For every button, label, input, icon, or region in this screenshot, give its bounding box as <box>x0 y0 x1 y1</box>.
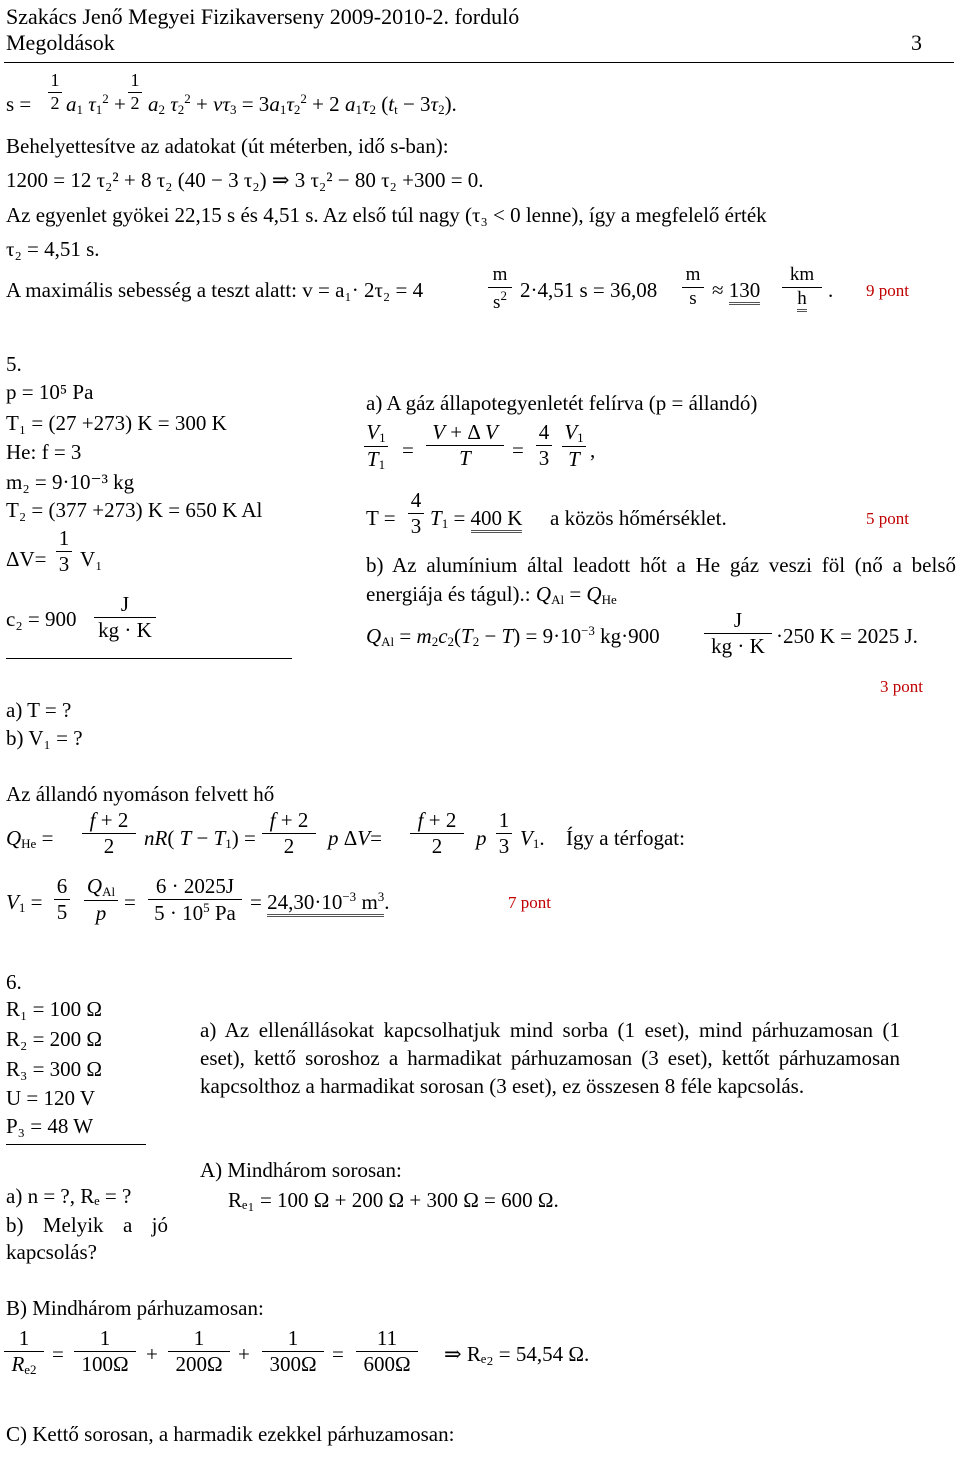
question-a: a) T = ? <box>6 698 72 722</box>
answer-b-end: ·250 K = 2025 J. <box>776 624 918 648</box>
frac-half-2: $\frac{1}{2}$ <box>128 70 142 114</box>
case-c-title: C) Kettő sorosan, a harmadik ezekkel párhuzamosan: <box>6 1422 455 1446</box>
period: . <box>828 278 834 302</box>
frac-km-h: $\frac{km}{h}$ <box>782 264 822 311</box>
frac-4-3: $\frac{4}{3}$ <box>536 420 552 471</box>
answer-b-text: b) Az alumínium által leadott hőt a He gáz veszi föl (nő a belső energiája és tágul).: $Q_{Al} = Q_{He}$ <box>366 553 956 608</box>
heat-mid3: p <box>476 826 487 850</box>
given-u: U = 120 V <box>6 1086 96 1110</box>
problem-5-number: 5. <box>6 352 22 376</box>
answer-6a: a) Az ellenállásokat kapcsolhatjuk mind sorba (1 eset), mind párhuzamosan (1 eset), kettő soroshoz a harmadikat párhuzamosan (3 eset), kettőt párhuzamosan kapcsolthoz a harmadikat sorosan (3 eset), ez összesen 8 féle kapcsolás. <box>200 1018 900 1098</box>
answer-t-value: $T_1 = 400$ K <box>430 506 523 531</box>
givens-rule-6 <box>6 1144 146 1145</box>
question-6b: b) Melyik a jó kapcsolás? <box>6 1213 168 1265</box>
points-3: 3 pont <box>880 677 923 696</box>
eq-s-term2: $a_2$ $\tau_2^2 + v\tau_3 = 3a_1\tau_2^2 + 2$ $a_1\tau_2$ $(t_t - 3\tau_2)$. <box>148 91 457 117</box>
page-number: 3 <box>911 30 922 55</box>
frac-third: $\frac{1}{3}$ <box>56 526 72 577</box>
answer-t-lhs: T = <box>366 506 396 530</box>
heat-mid2: p ΔV= <box>328 826 382 850</box>
frac-1-re2: $\frac{1}{R_{e2}}$ <box>4 1326 44 1378</box>
eq-s-lhs: s = <box>6 92 32 116</box>
case-a-title: A) Mindhárom sorosan: <box>200 1158 402 1182</box>
frac-third-b: $\frac{1}{3}$ <box>496 808 512 859</box>
case-b-title: B) Mindhárom párhuzamosan: <box>6 1296 264 1320</box>
given-he: He: f = 3 <box>6 440 82 464</box>
frac-11-600: $\frac{11}{600\Omega}$ <box>356 1326 418 1377</box>
vmax-approx: ≈ 130 <box>712 278 760 302</box>
frac-f2-2-b: $\frac{f + 2}{2}$ <box>262 808 316 859</box>
frac-1-300: $\frac{1}{300\Omega}$ <box>262 1326 324 1377</box>
given-p3: P₃ = 48 W <box>6 1114 94 1138</box>
answer-t-common: a közös hőmérséklet. <box>550 506 727 530</box>
points-5: 5 pont <box>866 509 909 528</box>
plus-2: + <box>238 1342 250 1366</box>
question-b: b) V₁ = ? <box>6 726 83 750</box>
given-r3: R₃ = 300 Ω <box>6 1057 103 1081</box>
question-6a: a) n = ?, Rₑ = ? <box>6 1184 132 1208</box>
vmax-text: A maximális sebesség a teszt alatt: v = a₁· 2τ₂ = 4 <box>6 278 424 302</box>
given-t1: T₁ = (27 +273) K = 300 K <box>6 411 227 435</box>
givens-rule <box>6 658 292 659</box>
given-p: p = 10⁵ Pa <box>6 380 94 404</box>
heat-volume-text: Így a térfogat: <box>566 826 685 850</box>
frac-qal-p: $Q_{Al}$ p <box>84 874 118 926</box>
given-r2: R₂ = 200 Ω <box>6 1027 103 1051</box>
points-7: 7 pont <box>508 893 551 912</box>
substitution-text: Behelyettesítve az adatokat (út méterben, idő s-ban): <box>6 134 449 158</box>
roots-text: Az egyenlet gyökei 22,15 s és 4,51 s. Az első túl nagy (τ₃ < 0 lenne), így a megfelelő érték <box>6 203 767 227</box>
given-r1: R₁ = 100 Ω <box>6 997 103 1021</box>
frac-v-dv-t: $\frac{\text{V + Δ V}}{T}$ <box>426 420 504 471</box>
given-dv: ΔV= <box>6 547 47 571</box>
tau-value: τ₂ = 4,51 s. <box>6 237 100 261</box>
eq-b-1: = <box>52 1342 64 1366</box>
given-t2: T₂ = (377 +273) K = 650 K Al <box>6 498 263 522</box>
frac-f2-2-c: $\frac{f + 2}{2}$ <box>410 808 464 859</box>
frac-half-1: $\frac{1}{2}$ <box>48 70 62 114</box>
points-9: 9 pont <box>866 281 909 300</box>
frac-1-100: $\frac{1}{100\Omega}$ <box>74 1326 136 1377</box>
v1-result: = $24,30\cdot 10^{-3}$ $m^3$. <box>250 890 390 914</box>
frac-j-kgk-b: $\frac{J}{kg \cdot K}$ <box>704 608 772 659</box>
frac-v1-t: $\frac{V_1}{T}$ <box>562 420 586 472</box>
frac-numeric-v1: $\frac{6 \cdot 2025J}{5 \cdot 10^5 Pa}$ <box>148 874 242 926</box>
frac-f2-2-a: $\frac{f + 2}{2}$ <box>82 808 136 859</box>
heat-intro: Az állandó nyomáson felvett hő <box>6 782 275 806</box>
heat-mid1: nR( $T - T_1$) = <box>144 826 256 851</box>
plus-1: + <box>146 1342 158 1366</box>
frac-4-3-b: $\frac{4}{3}$ <box>408 488 424 539</box>
eq-sign-2: = <box>512 438 524 462</box>
answer-b-equation: $Q_{Al} = m_2c_2(T_2 - T) = 9\cdot 10^{-3}$ kg·900 <box>366 623 660 649</box>
document-subtitle: Megoldások <box>6 30 115 55</box>
frac-6-5: $\frac{6}{5}$ <box>54 874 70 925</box>
given-c2: c₂ = 900 <box>6 607 77 631</box>
frac-j-kgk: $\frac{J}{kg \cdot K}$ <box>94 592 156 643</box>
case-b-result: ⇒ Rₑ₂ = 54,54 Ω. <box>444 1342 590 1366</box>
heat-q-he: $Q_{He}$ = <box>6 826 54 851</box>
vmax-mid: 2·4,51 s = 36,08 <box>520 278 658 302</box>
frac-v1-t1: $\frac{V_1}{T_1}$ <box>364 420 388 472</box>
answer-a-text: a) A gáz állapotegyenletét felírva (p = állandó) <box>366 391 758 415</box>
eq-b-2: = <box>332 1342 344 1366</box>
numeric-equation: 1200 = 12 τ₂² + 8 τ₂ (40 − 3 τ₂) ⇒ 3 τ₂² − 80 τ₂ +300 = 0. <box>6 168 484 192</box>
header-rule <box>4 62 954 63</box>
v1-lhs: $V_1$ = <box>6 890 43 915</box>
document-title: Szakács Jenő Megyei Fizikaverseny 2009-2010-2. forduló <box>6 4 520 29</box>
frac-1-200: $\frac{1}{200\Omega}$ <box>168 1326 230 1377</box>
frac-m-s: $\frac{m}{s}$ <box>682 264 704 311</box>
heat-end: $V_1$. <box>520 826 545 851</box>
frac-m-s2: $\frac{m}{s^2}$ <box>488 264 512 315</box>
eq-s-term1: $a_1$ $\tau_1^2$ + <box>66 91 126 117</box>
given-dv-v1: V₁ <box>80 547 103 571</box>
given-m2: m₂ = 9·10⁻³ kg <box>6 470 135 494</box>
eq-sign-v1: = <box>124 890 136 914</box>
eq-sign-1: = <box>402 438 414 462</box>
problem-6-number: 6. <box>6 970 22 994</box>
case-a-equation: Rₑ₁ = 100 Ω + 200 Ω + 300 Ω = 600 Ω. <box>228 1188 559 1212</box>
comma: , <box>590 438 596 462</box>
